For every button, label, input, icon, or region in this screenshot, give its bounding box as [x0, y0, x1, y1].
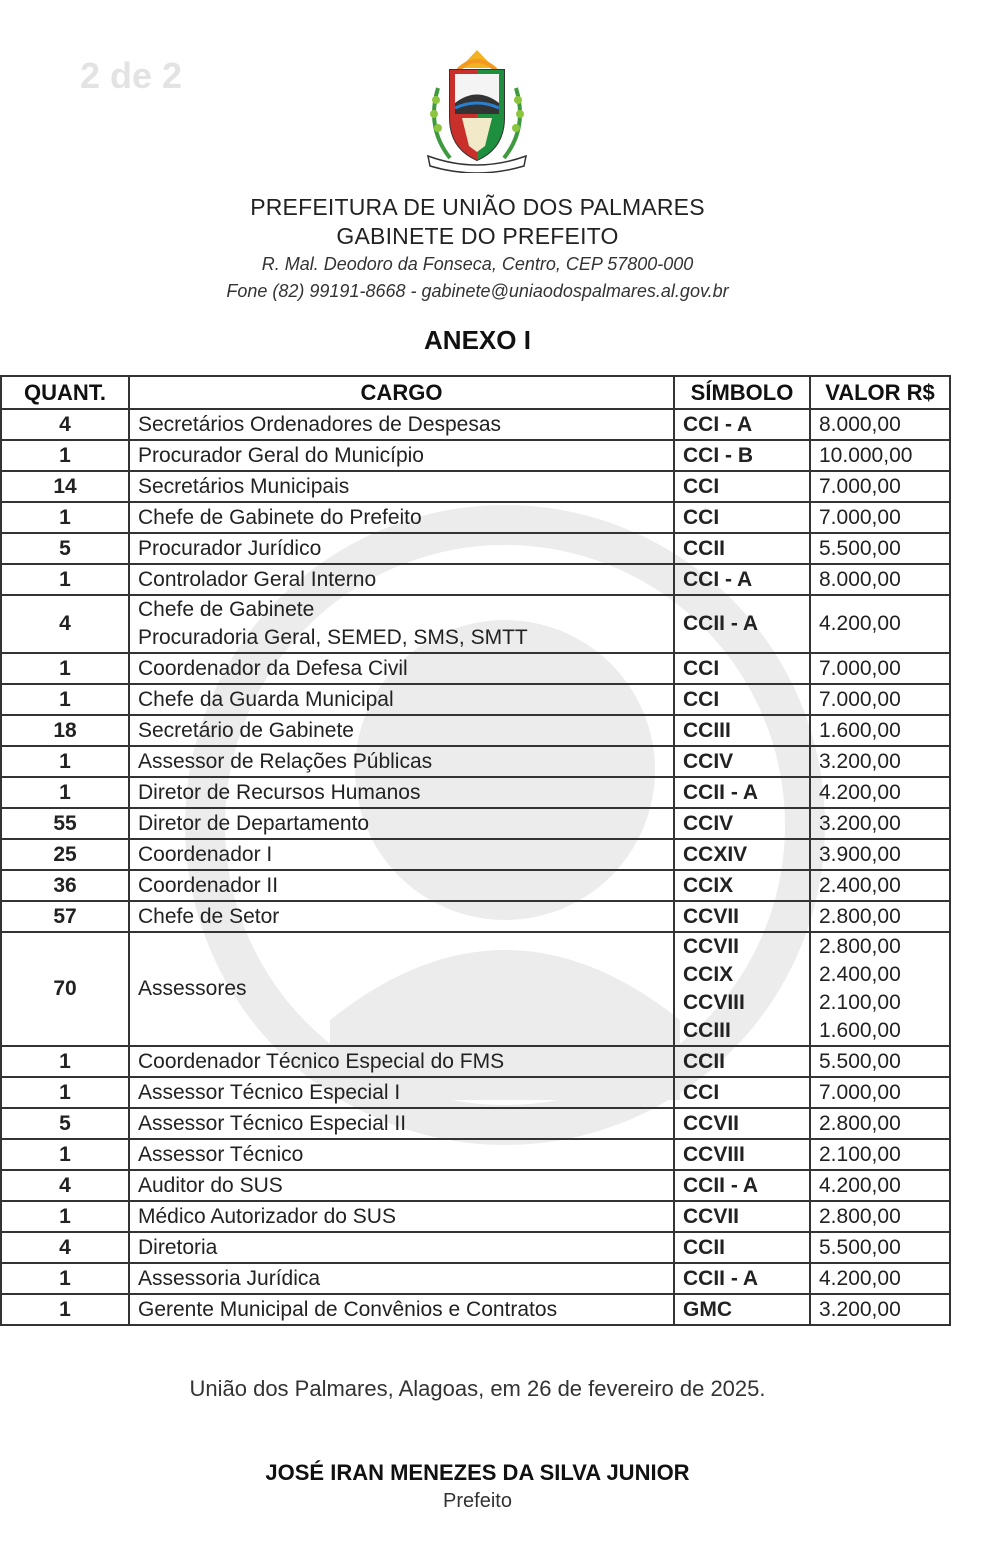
signer-role: Prefeito — [443, 1490, 512, 1512]
cell-quant: 36 — [1, 870, 129, 901]
cell-quant: 1 — [1, 564, 129, 595]
letterhead-address: R. Mal. Deodoro da Fonseca, Centro, CEP 57800-000 — [261, 254, 694, 274]
cell-cargo: Procurador Jurídico — [129, 533, 674, 564]
table-row — [1, 1201, 950, 1232]
cell-valor: 7.000,00 — [810, 653, 950, 684]
cell-cargo: Coordenador da Defesa Civil — [129, 653, 674, 684]
cell-cargo-line1: Chefe de Gabinete — [138, 598, 315, 621]
cell-simbolo: CCXIV — [674, 839, 810, 870]
cell-cargo: Assessoria Jurídica — [129, 1263, 674, 1294]
table-row — [1, 1294, 950, 1325]
cell-simbolo: CCI - A — [674, 564, 810, 595]
cell-cargo: Médico Autorizador do SUS — [129, 1201, 674, 1232]
table-row — [1, 901, 950, 932]
cell-quant: 1 — [1, 1263, 129, 1294]
cell-quant: 4 — [1, 595, 129, 653]
cell-simbolo-line: CCVIII — [683, 991, 745, 1014]
cell-valor: 3.200,00 — [810, 808, 950, 839]
cell-quant: 5 — [1, 1108, 129, 1139]
document-date: União dos Palmares, Alagoas, em 26 de fevereiro de 2025. — [189, 1376, 766, 1401]
table-header-row — [1, 376, 950, 409]
cell-valor: 8.000,00 — [810, 409, 950, 440]
sun-rays — [458, 50, 496, 70]
cell-simbolo: CCVII — [674, 1201, 810, 1232]
cell-simbolo: CCI — [674, 653, 810, 684]
cell-quant: 1 — [1, 1201, 129, 1232]
cell-valor: 2.800,00 — [810, 901, 950, 932]
table-row — [1, 746, 950, 777]
cell-simbolo: CCI - A — [674, 409, 810, 440]
cell-valor: 4.200,00 — [810, 1170, 950, 1201]
table-row — [1, 715, 950, 746]
cell-valor: 3.900,00 — [810, 839, 950, 870]
cell-cargo: Coordenador II — [129, 870, 674, 901]
cell-quant: 1 — [1, 1046, 129, 1077]
table-row — [1, 1077, 950, 1108]
cell-valor: 5.500,00 — [810, 1046, 950, 1077]
cell-simbolo: CCII - A — [674, 1170, 810, 1201]
cell-valor: 3.200,00 — [810, 746, 950, 777]
cell-valor: 2.800,00 — [810, 1201, 950, 1232]
cell-valor-line: 2.100,00 — [819, 991, 901, 1014]
table-row — [1, 1263, 950, 1294]
cell-cargo-line2: Procuradoria Geral, SEMED, SMS, SMTT — [138, 626, 528, 649]
cell-quant: 1 — [1, 684, 129, 715]
cell-quant: 4 — [1, 1232, 129, 1263]
cell-simbolo: CCI — [674, 471, 810, 502]
table-row — [1, 1139, 950, 1170]
cell-valor — [810, 932, 950, 1046]
cell-cargo: Chefe da Guarda Municipal — [129, 684, 674, 715]
annex-table — [0, 375, 951, 1326]
cell-valor: 2.100,00 — [810, 1139, 950, 1170]
cell-quant: 1 — [1, 777, 129, 808]
cell-cargo: Assessores — [129, 932, 674, 1046]
cell-valor: 4.200,00 — [810, 1263, 950, 1294]
signer-name: JOSÉ IRAN MENEZES DA SILVA JUNIOR — [265, 1460, 690, 1485]
cell-simbolo: CCI — [674, 684, 810, 715]
cell-valor: 8.000,00 — [810, 564, 950, 595]
cell-simbolo: CCI — [674, 502, 810, 533]
letterhead-office: GABINETE DO PREFEITO — [336, 223, 619, 249]
cell-quant: 55 — [1, 808, 129, 839]
cell-quant: 1 — [1, 502, 129, 533]
cell-valor: 4.200,00 — [810, 595, 950, 653]
column-header-simbolo: SÍMBOLO — [674, 376, 810, 409]
cell-quant: 1 — [1, 1077, 129, 1108]
table-row — [1, 839, 950, 870]
table-row — [1, 564, 950, 595]
cell-cargo: Gerente Municipal de Convênios e Contratos — [129, 1294, 674, 1325]
cell-cargo: Procurador Geral do Município — [129, 440, 674, 471]
cell-valor: 10.000,00 — [810, 440, 950, 471]
municipal-crest-logo — [420, 48, 535, 173]
table-row — [1, 808, 950, 839]
cell-valor: 3.200,00 — [810, 1294, 950, 1325]
column-header-valor: VALOR R$ — [810, 376, 950, 409]
cell-cargo: Secretários Ordenadores de Despesas — [129, 409, 674, 440]
page-counter: 2 de 2 — [80, 55, 183, 96]
table-row — [1, 1170, 950, 1201]
cell-simbolo — [674, 932, 810, 1046]
cell-cargo: Assessor de Relações Públicas — [129, 746, 674, 777]
cell-simbolo-line: CCIII — [683, 1019, 731, 1042]
letterhead-org-name: PREFEITURA DE UNIÃO DOS PALMARES — [250, 194, 705, 220]
cell-cargo: Chefe de Setor — [129, 901, 674, 932]
table-row — [1, 595, 950, 653]
cell-cargo: Controlador Geral Interno — [129, 564, 674, 595]
cell-simbolo: CCII — [674, 1232, 810, 1263]
cell-valor-line: 2.400,00 — [819, 963, 901, 986]
table-row — [1, 870, 950, 901]
cell-quant: 1 — [1, 653, 129, 684]
cell-quant: 57 — [1, 901, 129, 932]
column-header-cargo: CARGO — [129, 376, 674, 409]
cell-quant: 14 — [1, 471, 129, 502]
letterhead-contact: Fone (82) 99191-8668 - gabinete@uniaodospalmares.al.gov.br — [226, 281, 729, 301]
cell-cargo: Diretor de Recursos Humanos — [129, 777, 674, 808]
cell-quant: 1 — [1, 746, 129, 777]
table-row — [1, 1232, 950, 1263]
table-row — [1, 932, 950, 1046]
cell-valor: 4.200,00 — [810, 777, 950, 808]
cell-quant: 4 — [1, 409, 129, 440]
table-row — [1, 533, 950, 564]
cell-simbolo: CCIV — [674, 808, 810, 839]
cell-valor: 1.600,00 — [810, 715, 950, 746]
cell-quant: 4 — [1, 1170, 129, 1201]
cell-cargo: Assessor Técnico Especial I — [129, 1077, 674, 1108]
cell-valor: 7.000,00 — [810, 471, 950, 502]
table-row — [1, 653, 950, 684]
cell-cargo: Secretários Municipais — [129, 471, 674, 502]
cell-quant: 5 — [1, 533, 129, 564]
cell-cargo: Auditor do SUS — [129, 1170, 674, 1201]
cell-simbolo: CCIII — [674, 715, 810, 746]
cell-valor: 7.000,00 — [810, 502, 950, 533]
cell-quant: 1 — [1, 1139, 129, 1170]
column-header-quant: QUANT. — [1, 376, 129, 409]
cell-quant: 18 — [1, 715, 129, 746]
cell-valor: 7.000,00 — [810, 1077, 950, 1108]
table-row — [1, 1046, 950, 1077]
cell-valor-line: 1.600,00 — [819, 1019, 901, 1042]
cell-simbolo: CCI - B — [674, 440, 810, 471]
cell-valor: 7.000,00 — [810, 684, 950, 715]
cell-simbolo: GMC — [674, 1294, 810, 1325]
cell-simbolo: CCIX — [674, 870, 810, 901]
cell-simbolo-line: CCIX — [683, 963, 734, 986]
cell-simbolo: CCII — [674, 533, 810, 564]
cell-valor: 2.800,00 — [810, 1108, 950, 1139]
table-row — [1, 409, 950, 440]
cell-valor-line: 2.800,00 — [819, 935, 901, 958]
cell-quant: 1 — [1, 440, 129, 471]
cell-cargo: Coordenador I — [129, 839, 674, 870]
table-row — [1, 777, 950, 808]
cell-simbolo: CCVIII — [674, 1139, 810, 1170]
cell-simbolo: CCVII — [674, 1108, 810, 1139]
table-row — [1, 502, 950, 533]
cell-cargo: Diretoria — [129, 1232, 674, 1263]
cell-quant: 70 — [1, 932, 129, 1046]
cell-valor: 2.400,00 — [810, 870, 950, 901]
cell-simbolo: CCVII — [674, 901, 810, 932]
annex-title: ANEXO I — [424, 325, 531, 355]
cell-cargo: Secretário de Gabinete — [129, 715, 674, 746]
cell-cargo: Chefe de Gabinete do Prefeito — [129, 502, 674, 533]
cell-simbolo: CCII - A — [674, 1263, 810, 1294]
letterhead — [0, 193, 955, 305]
cell-quant: 1 — [1, 1294, 129, 1325]
table-row — [1, 684, 950, 715]
cell-cargo — [129, 595, 674, 653]
cell-simbolo: CCI — [674, 1077, 810, 1108]
cell-cargo: Assessor Técnico — [129, 1139, 674, 1170]
cell-cargo: Assessor Técnico Especial II — [129, 1108, 674, 1139]
table-row — [1, 440, 950, 471]
cell-simbolo-line: CCVII — [683, 935, 740, 958]
cell-simbolo: CCIV — [674, 746, 810, 777]
cell-simbolo: CCII — [674, 1046, 810, 1077]
cell-valor: 5.500,00 — [810, 533, 950, 564]
cell-cargo: Coordenador Técnico Especial do FMS — [129, 1046, 674, 1077]
cell-quant: 25 — [1, 839, 129, 870]
table-row — [1, 471, 950, 502]
cell-simbolo: CCII - A — [674, 595, 810, 653]
cell-simbolo: CCII - A — [674, 777, 810, 808]
cell-cargo: Diretor de Departamento — [129, 808, 674, 839]
table-row — [1, 1108, 950, 1139]
cell-valor: 5.500,00 — [810, 1232, 950, 1263]
